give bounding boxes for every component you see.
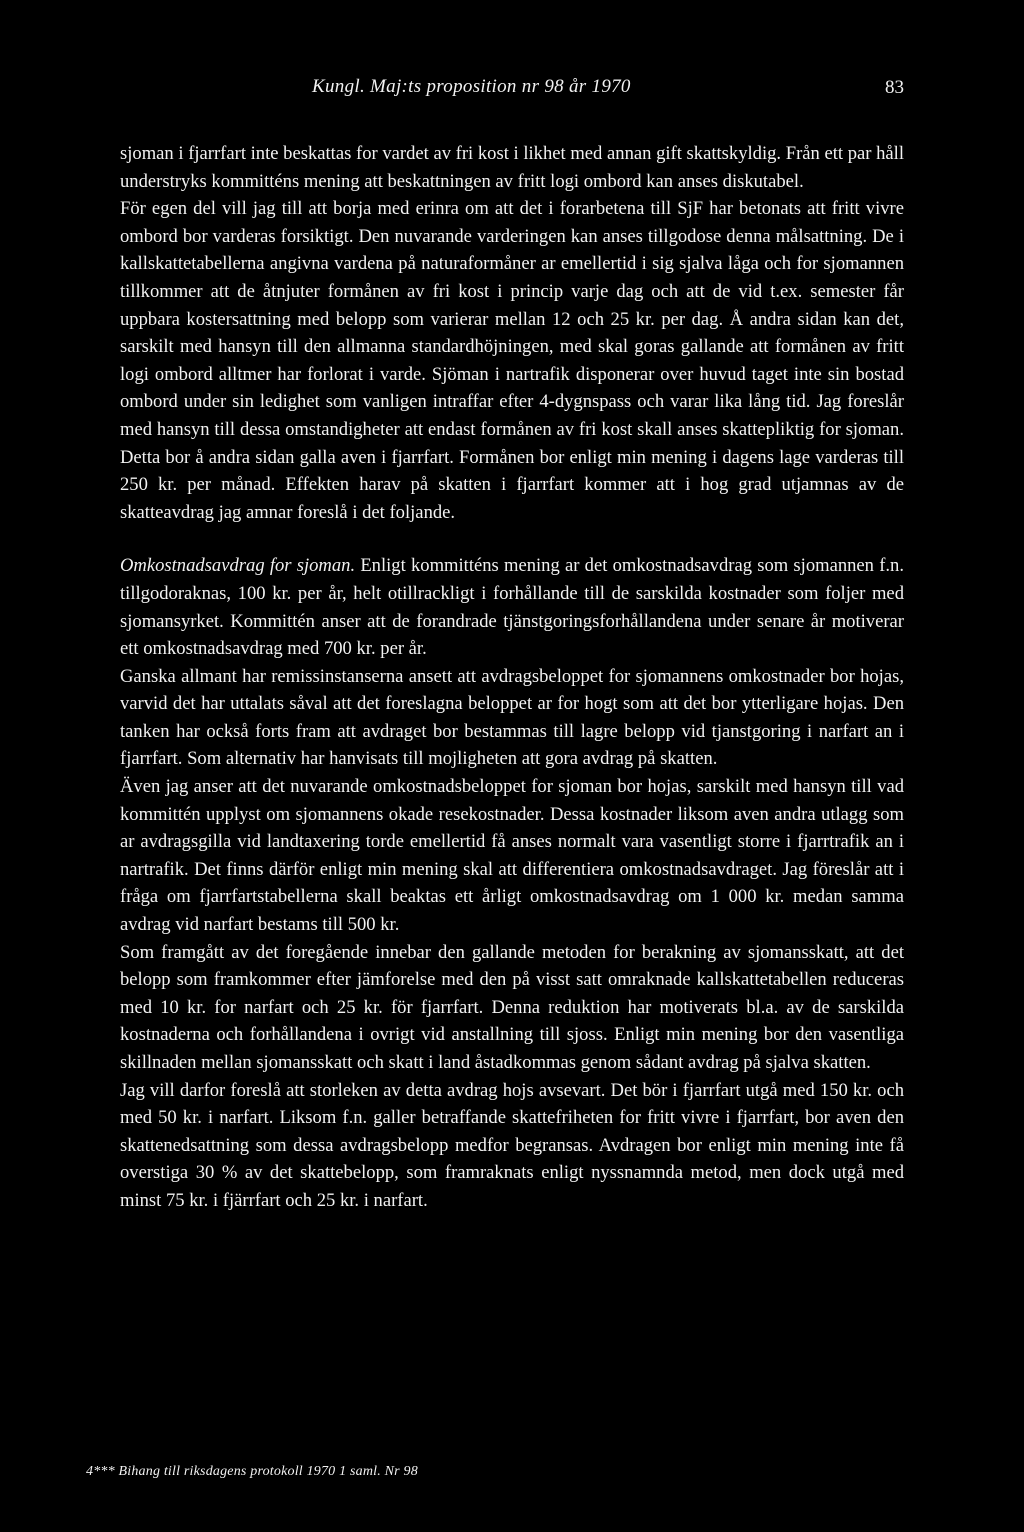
paragraph-5: Även jag anser att det nuvarande omkostnadsbeloppet for sjoman bor hojas, sarskilt med hansyn till vad kommittén upplyst om sjomannens okade resekostnader. Dessa kostnader liksom aven andra utlagg som ar avdragsgilla vid landtaxering torde emellertid få anses normalt vara vasentligt storre i fjarrtrafik an i nartrafik. Det finns därför enligt min mening skal att differentiera omkostnadsavdraget. Jag föreslår att i fråga om fjarrfartstabellerna skall beaktas ett årligt omkostnadsavdrag om 1 000 kr. medan samma avdrag vid narfart bestams till 500 kr. — [120, 776, 904, 936]
paragraph-4: Ganska allmant har remissinstanserna ansett att avdragsbeloppet for sjomannens omkostnader bor hojas, varvid det har uttalats såval att det foreslagna beloppet ar for hogt som att det bor ytterligare hojas. Den tanken har också forts fram att avdraget bor bestammas till lagre belopp vid tjanstgoring i narfart an i fjarrfart. Som alternativ har hanvisats till mojligheten att gora avdrag på skatten. — [120, 665, 904, 770]
page-header — [0, 76, 1024, 106]
paragraph-2: För egen del vill jag till att borja med erinra om att det i forarbetena till SjF har betonats att fritt vivre ombord bor varderas forsiktigt. Den nuvarande varderingen kan anses tillgodose denna målsattning. De i kallskattetabellerna angivna vardena på naturaformåner ar emellertid i sig sjalva låga och for sjomannen tillkommer att de åtnjuter formånen av fri kost i princip varje dag och att de vid t.ex. semester får uppbara kostersattning med belopp som varierar mellan 12 och 25 kr. per dag. Å andra sidan kan det, sarskilt med hansyn till den allmanna standardhöjningen, med skal goras gallande att formånen av fritt logi ombord alltmer har forlorat i varde. Sjöman i nartrafik disponerar over huvud taget inte sin bostad ombord under sin ledighet som vanligen intraffar efter 4-dygnspass och varar lika lång tid. Jag foreslår med hansyn till dessa omstandigheter att endast formånen av fri kost skall anses skattepliktig for sjoman. Detta bor å andra sidan galla aven i fjarrfart. Formånen bor enligt min mening i dagens lage varderas till 250 kr. per månad. Effekten harav på skatten i fjarrfart kommer att i hog grad utjamnas av de skatteavdrag jag amnar foreslå i det foljande. — [120, 198, 904, 523]
paragraph-3: Omkostnadsavdrag for sjoman. Enligt kommitténs mening ar det omkostnadsavdrag som sjomannen f.n. tillgodoraknas, 100 kr. per år, helt otillrackligt i forhållande till de sarskilda kostnader som foljer med sjomansyrket. Kommittén anser att de forandrade tjänstgoringsforhållandena under senare år motiverar ett omkostnadsavdrag med 700 kr. per år. — [120, 555, 904, 660]
body-text — [120, 140, 904, 1215]
paragraph-7: Jag vill darfor foreslå att storleken av detta avdrag hojs avsevart. Det bör i fjarrfart utgå med 150 kr. och med 50 kr. i narfart. Liksom f.n. galler betraffande skattefriheten for fritt vivre i fjarrfart, bor aven den skattenedsattning som dessa avdragsbelopp medfor begransas. Avdragen bor enligt min mening inte få overstiga 30 % av det skattebelopp, som framraknats enligt nyssnamnda metod, men dock utgå med minst 75 kr. i fjärrfart och 25 kr. i narfart. — [120, 1079, 904, 1211]
running-title: Kungl. Maj:ts proposition nr 98 år 1970 — [312, 76, 631, 97]
paragraph-1: sjoman i fjarrfart inte beskattas for vardet av fri kost i likhet med annan gift skattskyldig. Från ett par håll understryks kommitténs mening att beskattningen av fritt logi ombord kan anses diskutabel. — [120, 143, 904, 192]
section-subheading: Omkostnadsavdrag for sjoman. — [120, 555, 356, 577]
page-footer: 4*** Bihang till riksdagens protokoll 1970 1 saml. Nr 98 — [86, 1464, 418, 1479]
paragraph-6: Som framgått av det foregående innebar den gallande metoden for berakning av sjomansskatt, att det belopp som framkommer efter jämforelse med den på visst satt omraknade kallskattetabellen reduceras med 10 kr. for narfart och 25 kr. för fjarrfart. Denna reduktion har motiverats bl.a. av de sarskilda kostnaderna och forhållandena i ovrigt vid anstallning till sjoss. Enligt min mening bor den vasentliga skillnaden mellan sjomansskatt och skatt i land åstadkommas genom sådant avdrag på sjalva skatten. — [120, 941, 904, 1073]
page-number: 83 — [885, 77, 904, 98]
